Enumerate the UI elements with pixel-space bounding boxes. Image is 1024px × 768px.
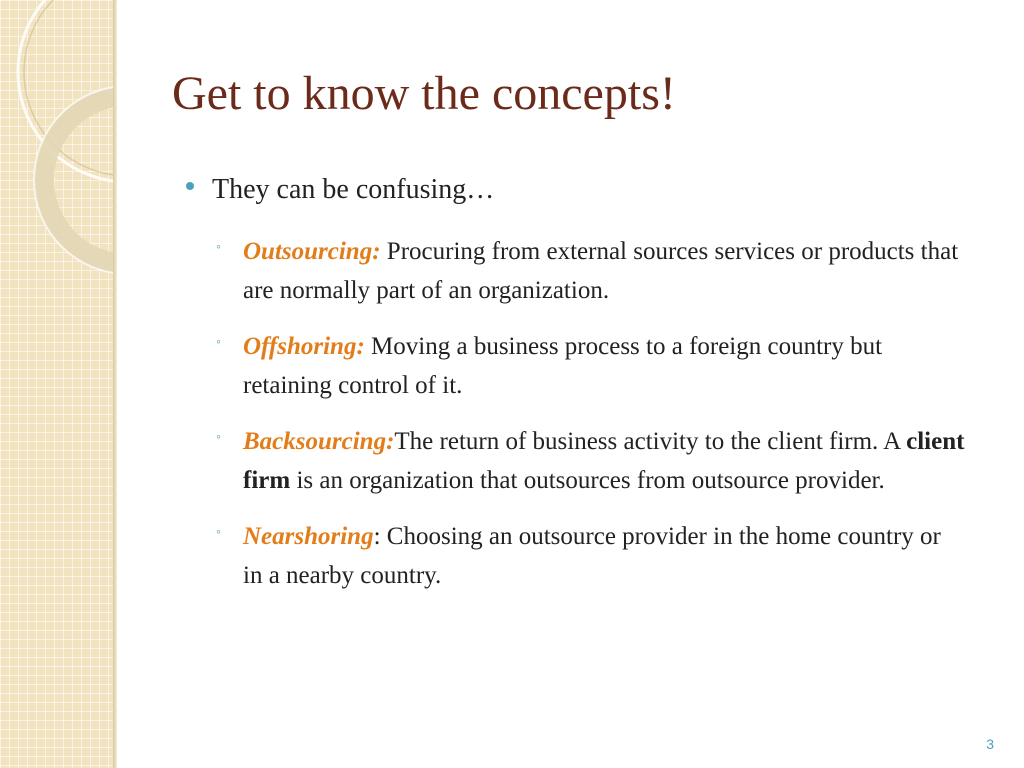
main-bullet-text: They can be confusing… <box>212 174 495 205</box>
term-offshoring: Offshoring: <box>243 333 365 360</box>
definition-outsourcing: Procuring from external sources services or products that are normally part of an organization. <box>243 238 959 304</box>
slide-content <box>186 170 966 612</box>
list-item-body <box>243 422 966 500</box>
list-item-body <box>243 232 966 310</box>
ring-bullet-icon: ◦ <box>216 335 221 350</box>
main-bullet <box>186 170 966 210</box>
sidebar-border <box>113 0 117 768</box>
definition-backsourcing-pre: The return of business activity to the client firm. A <box>394 428 907 455</box>
ring-bullet-icon: ◦ <box>216 430 221 445</box>
list-item-nearshoring <box>186 517 966 595</box>
list-item-body <box>243 327 966 405</box>
ring-bullet-icon: ◦ <box>216 240 221 255</box>
definition-backsourcing-post: is an organization that outsources from outsource provider. <box>290 467 885 494</box>
term-nearshoring: Nearshoring <box>243 523 374 550</box>
list-item-outsourcing <box>186 232 966 310</box>
term-backsourcing: Backsourcing: <box>243 428 395 455</box>
ring-bullet-icon: ◦ <box>216 525 221 540</box>
definition-offshoring: Moving a business process to a foreign country but retaining control of it. <box>243 333 883 399</box>
decorative-sidebar <box>0 0 113 768</box>
list-item-body <box>243 517 966 595</box>
bullet-dot-icon <box>186 182 194 190</box>
term-outsourcing: Outsourcing: <box>243 238 381 265</box>
definition-nearshoring: : Choosing an outsource provider in the home country or in a nearby country. <box>243 523 941 589</box>
slide-title: Get to know the concepts! <box>172 67 676 120</box>
client-firm-bold: client firm <box>243 428 965 494</box>
decorative-rings <box>0 0 113 768</box>
list-item-offshoring <box>186 327 966 405</box>
page-number: 3 <box>986 736 994 752</box>
list-item-backsourcing <box>186 422 966 500</box>
